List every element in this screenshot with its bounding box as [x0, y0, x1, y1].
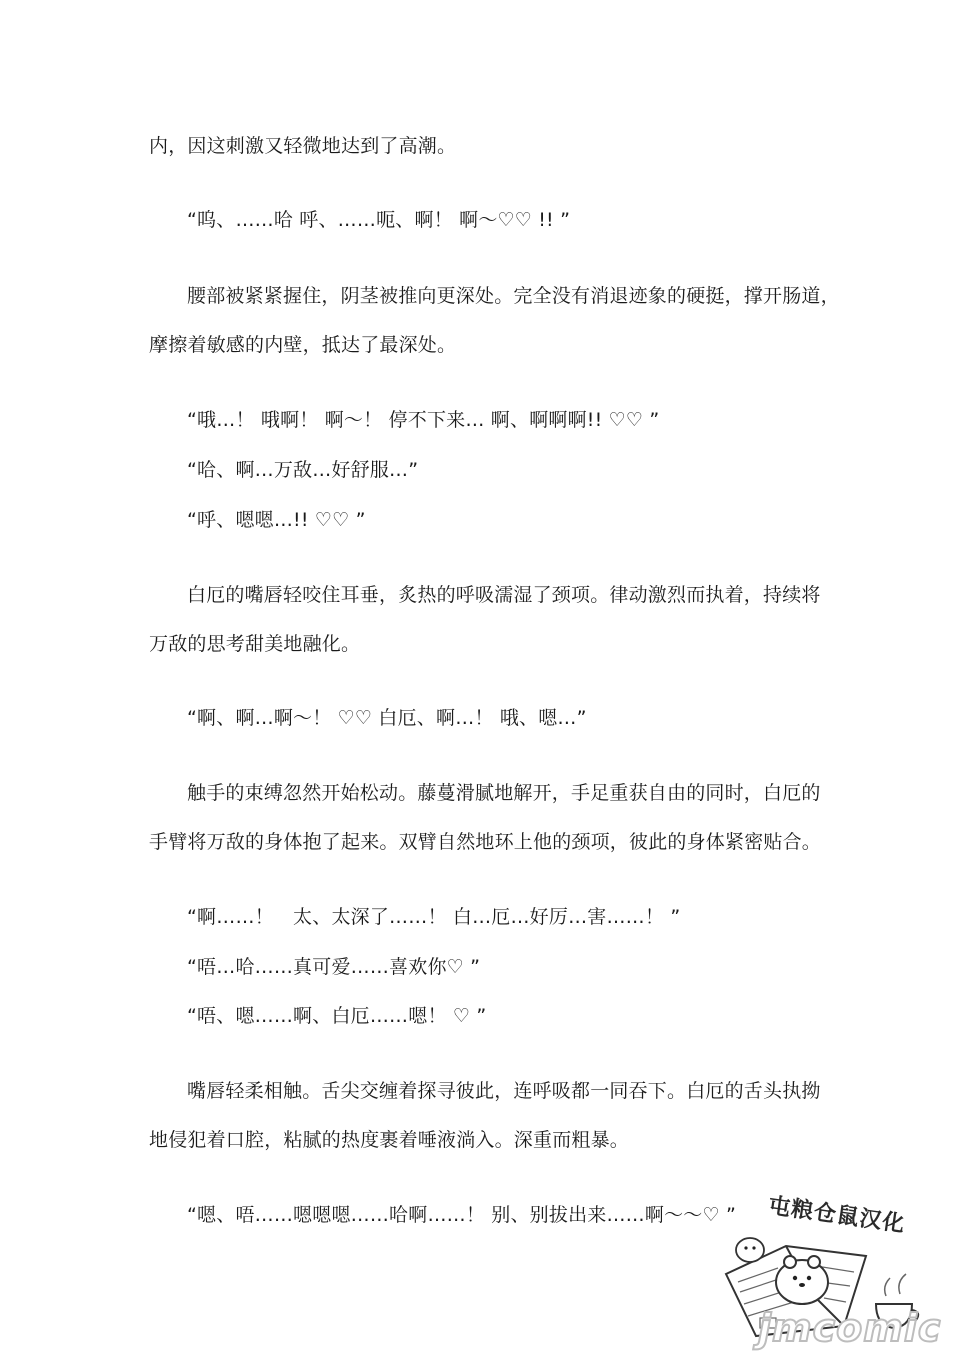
dialogue-line: “唔…哈……真可爱……喜欢你♡ ”: [187, 956, 481, 978]
dialogue-line: “唔、嗯……啊、白厄……嗯！ ♡ ”: [187, 1005, 487, 1027]
stamp-title: 屯粮仓鼠汉化: [766, 1193, 907, 1238]
paragraph-line: 触手的束缚忽然开始松动。藤蔓滑腻地解开，手足重获自由的同时，白厄的: [187, 782, 821, 804]
paragraph-line: 地侵犯着口腔，粘腻的热度裹着唾液淌入。深重而粗暴。: [149, 1129, 630, 1151]
dialogue-line: “呜、……哈 呼、……呃、啊！ 啊～♡♡ !! ”: [187, 209, 571, 231]
paragraph-line: 万敌的思考甜美地融化。: [149, 633, 361, 655]
dialogue-line: “哈、啊…万敌…好舒服…”: [187, 459, 419, 481]
paragraph-line: 腰部被紧紧握住，阴茎被推向更深处。完全没有消退迹象的硬挺，撑开肠道，: [187, 285, 840, 307]
dialogue-line: “呼、嗯嗯…!! ♡♡ ”: [187, 509, 366, 531]
dialogue-line: “啊……！ 太、太深了……！ 白…厄…好厉…害……！ ”: [187, 906, 681, 928]
paragraph-line: 嘴唇轻柔相触。舌尖交缠着探寻彼此，连呼吸都一同吞下。白厄的舌头执拗: [187, 1080, 821, 1102]
dialogue-line: “啊、啊…啊～！ ♡♡ 白厄、啊…！ 哦、嗯…”: [187, 707, 587, 729]
paragraph-line: 白厄的嘴唇轻咬住耳垂，炙热的呼吸濡湿了颈项。律动激烈而执着，持续将: [187, 584, 821, 606]
dialogue-line: “哦…！ 哦啊！ 啊～！ 停不下来… 啊、啊啊啊!! ♡♡ ”: [187, 409, 660, 431]
site-watermark: jmcomic: [758, 1306, 942, 1350]
paragraph-line: 内，因这刺激又轻微地达到了高潮。: [149, 135, 457, 157]
paragraph-line: 手臂将万敌的身体抱了起来。双臂自然地环上他的颈项，彼此的身体紧密贴合。: [149, 831, 822, 853]
dialogue-line: “嗯、唔……嗯嗯嗯……哈啊……！ 别、别拔出来……啊～～♡ ”: [187, 1204, 736, 1226]
paragraph-line: 摩擦着敏感的内壁，抵达了最深处。: [149, 334, 457, 356]
